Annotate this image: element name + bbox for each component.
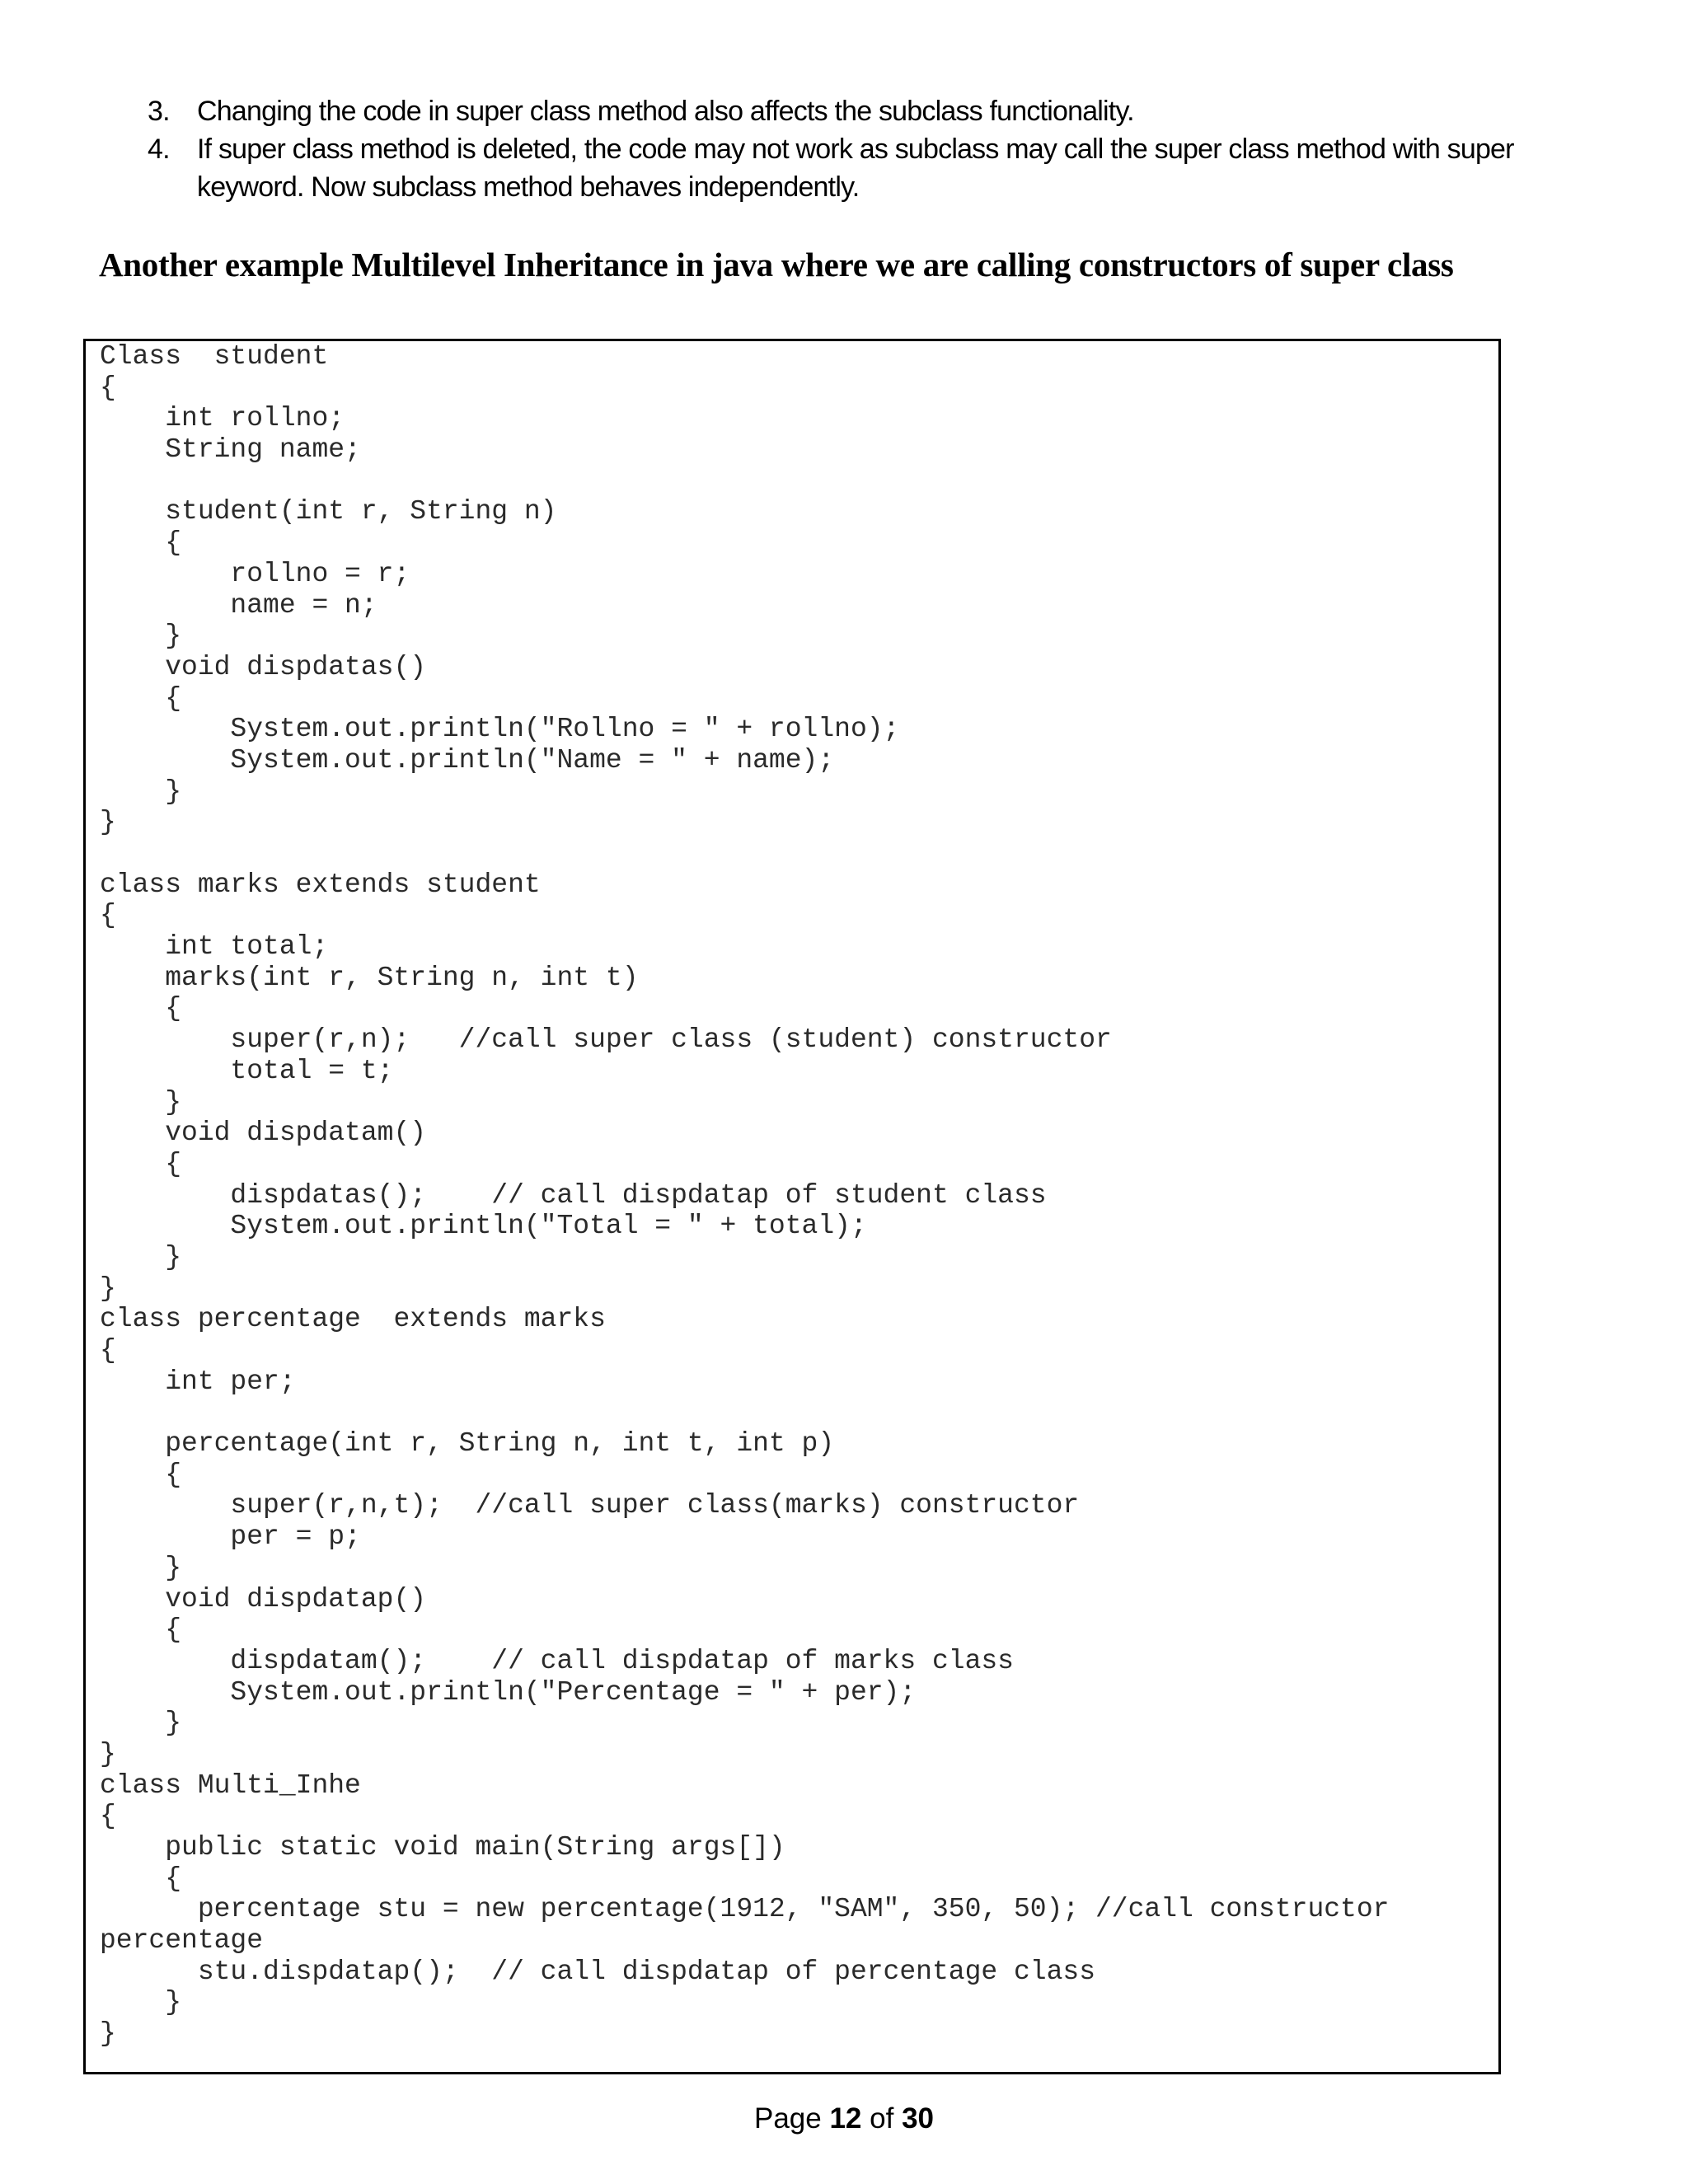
code-line: } [100, 2018, 116, 2050]
code-line: System.out.println("Percentage = " + per); [100, 1676, 917, 1708]
code-listing [100, 341, 1493, 2050]
code-line: } [100, 621, 182, 652]
code-line: Class student [100, 341, 329, 372]
code-line: } [100, 1241, 182, 1272]
code-line: } [100, 1987, 182, 2018]
code-line: percentage(int r, String n, int t, int p) [100, 1428, 835, 1460]
code-line: total = t; [100, 1055, 394, 1086]
code-line: public static void main(String args[]) [100, 1832, 785, 1863]
code-line: } [100, 1738, 116, 1769]
page-footer [0, 2100, 1688, 2138]
page-current-number: 12 [829, 2102, 862, 2135]
code-line: dispdatam(); // call dispdatap of marks class [100, 1645, 1014, 1676]
numbered-list [144, 92, 1595, 206]
code-line: } [100, 1708, 182, 1739]
code-line: class Multi_Inhe [100, 1769, 361, 1801]
code-line: class percentage extends marks [100, 1304, 606, 1335]
code-block [83, 339, 1501, 2074]
code-line: marks(int r, String n, int t) [100, 962, 639, 993]
code-line [100, 466, 1493, 497]
code-line: per = p; [100, 1521, 361, 1553]
code-line: } [100, 776, 182, 807]
code-line: int per; [100, 1366, 296, 1397]
code-line: class marks extends student [100, 869, 541, 900]
list-item-text: If super class method is deleted, the code may not work as subclass may call the super class method with super keyword. Now subclass method behaves independently. [197, 134, 1514, 203]
code-line: void dispdatap() [100, 1583, 427, 1615]
code-line: } [100, 1086, 182, 1118]
code-line: percentage stu = new percentage(1912, "SAM", 350, 50); //call constructor [100, 1894, 1390, 1925]
code-line: { [100, 372, 116, 403]
code-line: name = n; [100, 589, 377, 621]
page-label: Page [753, 2102, 822, 2135]
code-line: { [100, 1459, 182, 1490]
code-line: super(r,n); //call super class (student) constructor [100, 1024, 1112, 1056]
code-line: percentage [100, 1925, 264, 1957]
code-line: { [100, 900, 116, 931]
list-item-number: 3. [148, 96, 170, 127]
list-item-text: Changing the code in super class method also affects the subclass functionality. [197, 96, 1134, 127]
list-item [144, 92, 1595, 130]
code-line: dispdatas(); // call dispdatap of student class [100, 1179, 1047, 1211]
code-line: { [100, 993, 182, 1024]
code-line: student(int r, String n) [100, 496, 557, 527]
code-line: { [100, 527, 182, 559]
code-line: { [100, 1801, 116, 1832]
code-line: void dispdatas() [100, 651, 427, 682]
section-heading: Another example Multilevel Inheritance in java where we are calling constructors of super class [99, 246, 1454, 284]
code-line: } [100, 1552, 182, 1583]
page-total-number: 30 [902, 2102, 935, 2135]
code-line: int total; [100, 931, 329, 963]
code-line: int rollno; [100, 403, 345, 434]
code-line: } [100, 1272, 116, 1304]
list-item-number: 4. [148, 134, 170, 165]
code-line: { [100, 682, 182, 714]
code-line: void dispdatam() [100, 1118, 427, 1149]
code-line [100, 838, 1493, 869]
code-line: System.out.println("Rollno = " + rollno); [100, 714, 900, 745]
list-item [144, 130, 1595, 206]
code-line: { [100, 1863, 182, 1894]
code-line: { [100, 1615, 182, 1646]
code-line: String name; [100, 434, 361, 466]
code-line: System.out.println("Total = " + total); [100, 1211, 867, 1242]
code-line: System.out.println("Name = " + name); [100, 744, 835, 776]
code-line [100, 1397, 1493, 1428]
code-line: rollno = r; [100, 558, 410, 589]
code-line: } [100, 807, 116, 838]
code-line: stu.dispdatap(); // call dispdatap of percentage class [100, 1956, 1095, 1987]
code-line: { [100, 1148, 182, 1179]
code-line: { [100, 1335, 116, 1366]
code-line: super(r,n,t); //call super class(marks) constructor [100, 1490, 1080, 1521]
page-of-label: of [870, 2102, 894, 2135]
